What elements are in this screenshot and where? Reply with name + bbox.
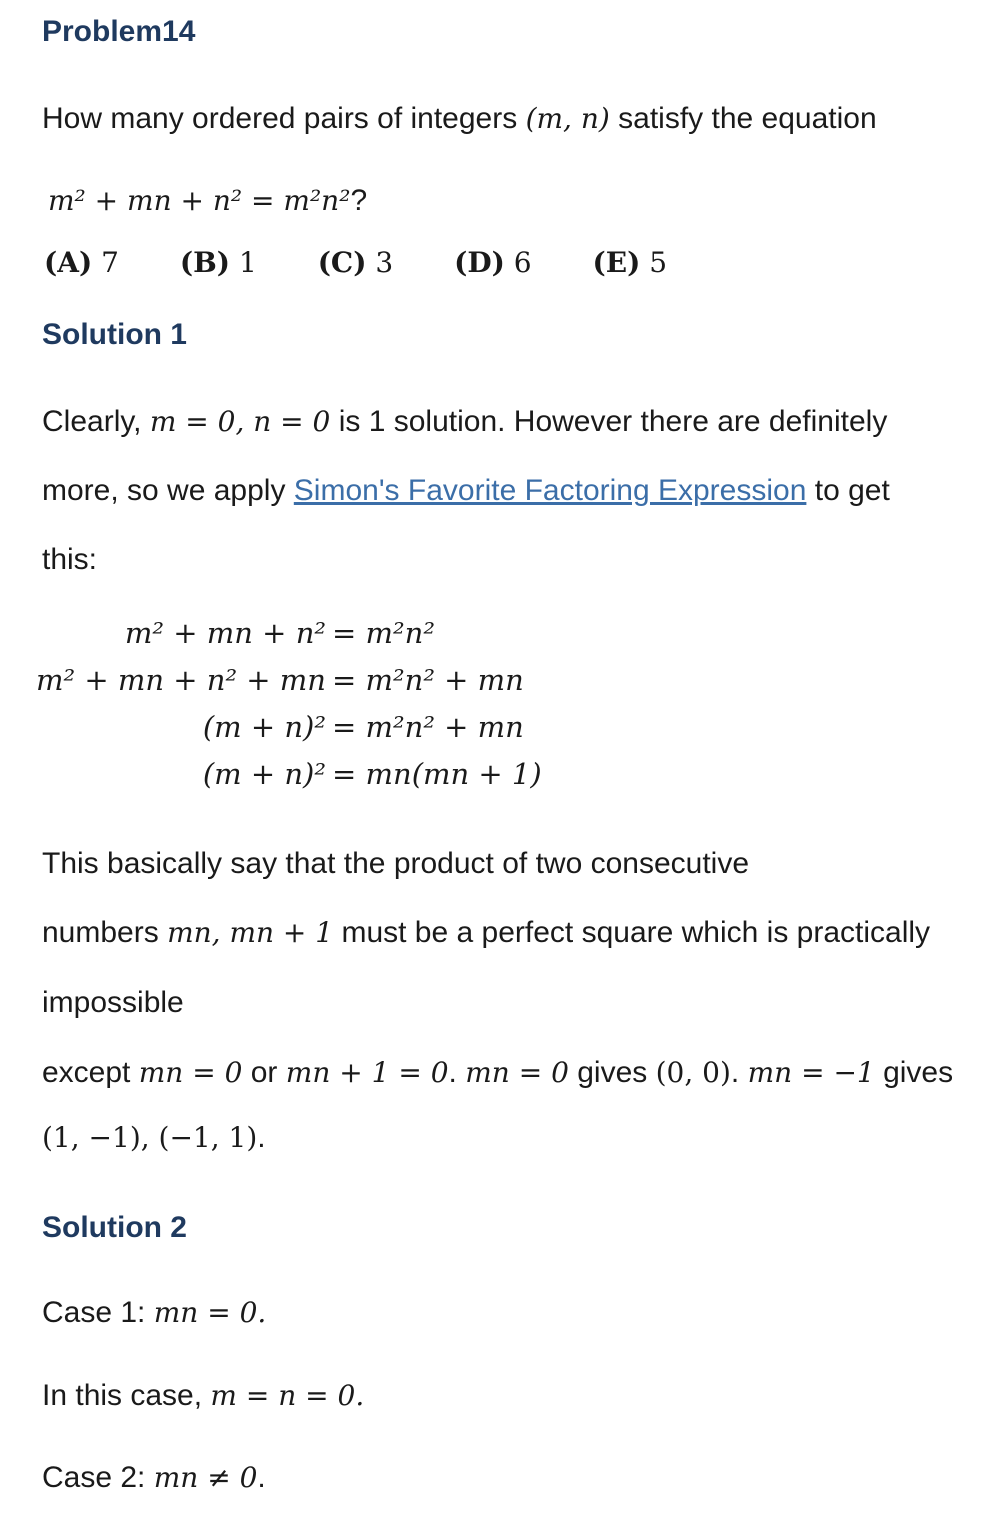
- equation-step-4: (m + n)² = mn(mn + 1): [202, 757, 542, 791]
- solution1-paragraph-1: Clearly, m = 0, n = 0 is 1 solution. However there are definitely: [42, 405, 888, 438]
- problem-question: [42, 101, 877, 137]
- math-inline: m = 0, n = 0: [149, 405, 331, 438]
- math-inline: mn, mn + 1: [167, 916, 334, 949]
- choice-d: (D) 6: [454, 246, 532, 279]
- question-text-end: satisfy the equation: [618, 102, 877, 135]
- solution2-title: Solution 2: [42, 1211, 187, 1244]
- equation-math: m² + mn + n² = m²n²: [48, 184, 351, 217]
- solution1-paragraph-5: numbers mn, mn + 1 must be a perfect square which is practically: [42, 916, 931, 949]
- case1-explanation: In this case, m = n = 0.: [42, 1379, 365, 1412]
- question-variables: (m, n): [525, 102, 610, 135]
- solution1-paragraph-2: more, so we apply Simon's Favorite Factoring Expression to get: [42, 474, 890, 507]
- choice-a: (A) 7: [44, 246, 119, 279]
- problem-title: Problem14: [42, 15, 196, 48]
- solution1-paragraph-4: This basically say that the product of two consecutive: [42, 847, 750, 880]
- sfft-link[interactable]: Simon's Favorite Factoring Expression: [293, 474, 807, 507]
- solution1-paragraph-3: this:: [42, 543, 98, 576]
- solution1-title: Solution 1: [42, 318, 187, 351]
- choice-c: (C) 3: [317, 246, 394, 279]
- answer-choices: [44, 246, 719, 279]
- equation-step-2: m² + mn + n² + mn = m²n² + mn: [36, 663, 524, 697]
- equation-step-3: (m + n)² = m²n² + mn: [202, 710, 524, 744]
- case1-line: Case 1: mn = 0.: [42, 1296, 267, 1329]
- equation-question-mark: ?: [350, 184, 368, 217]
- question-text: How many ordered pairs of integers: [42, 102, 518, 135]
- equation-step-1: m² + mn + n² = m²n²: [124, 616, 435, 650]
- solution1-paragraph-6: impossible: [42, 986, 184, 1019]
- choice-b: (B) 1: [179, 246, 257, 279]
- problem-equation: [48, 183, 367, 219]
- solution1-paragraph-7: except mn = 0 or mn + 1 = 0. mn = 0 gives (0, 0). mn = −1 gives: [42, 1056, 954, 1089]
- case2-line: Case 2: mn ≠ 0.: [42, 1461, 266, 1494]
- solution1-paragraph-8: (1, −1), (−1, 1).: [42, 1121, 266, 1154]
- choice-e: (E) 5: [592, 246, 668, 279]
